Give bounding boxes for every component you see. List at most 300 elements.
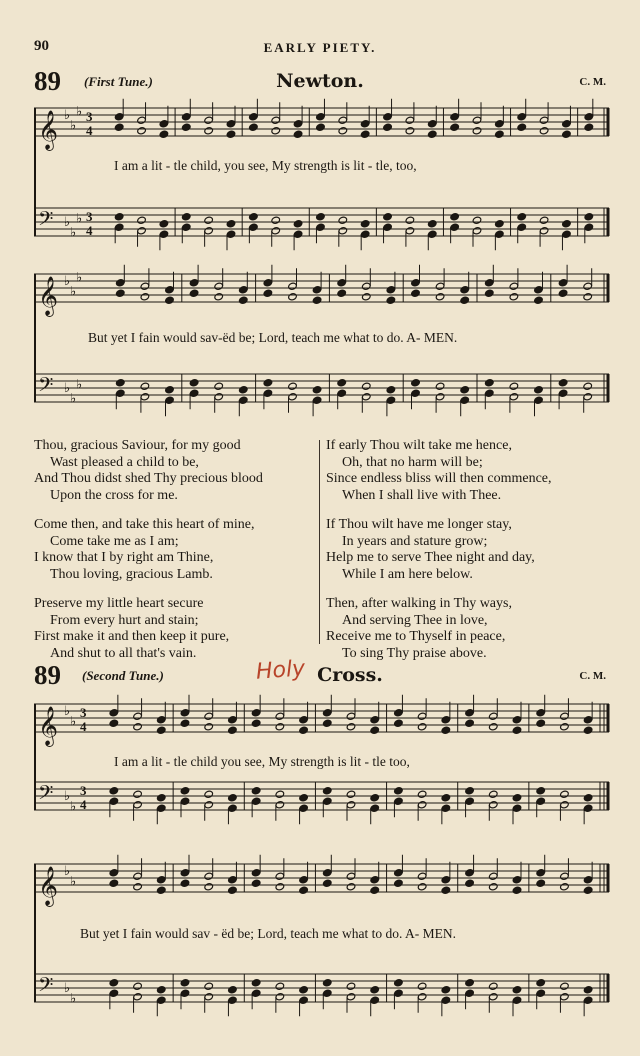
note-head	[460, 386, 470, 394]
verse-column-right	[326, 438, 606, 675]
note-head	[370, 876, 380, 884]
note-head	[181, 223, 191, 231]
note-head	[323, 787, 333, 795]
note-head	[489, 723, 499, 731]
note-head	[157, 876, 167, 884]
note-head	[228, 716, 238, 724]
flat-icon: ♭	[70, 873, 77, 889]
note-head	[299, 876, 309, 884]
score-staves	[34, 852, 610, 1032]
note-head	[346, 982, 356, 990]
flat-icon: ♭	[70, 390, 77, 406]
verse-line: Come then, and take this heart of mine,	[34, 517, 255, 532]
note-head	[435, 282, 445, 290]
note-head	[558, 289, 568, 297]
note-head	[509, 282, 519, 290]
note-head	[394, 787, 404, 795]
note-head	[249, 223, 259, 231]
note-head	[116, 389, 126, 397]
time-signature: 4	[80, 719, 87, 734]
lyric-line: I am a lit - tle child you see, My strength is lit - tle too,	[114, 754, 410, 769]
note-head	[204, 227, 214, 235]
time-signature: 3	[80, 705, 87, 720]
note-head	[441, 804, 451, 812]
note-head	[512, 716, 522, 724]
note-head	[299, 986, 309, 994]
note-head	[583, 382, 593, 390]
music-system-4	[34, 852, 610, 1032]
flat-icon: ♭	[76, 103, 83, 119]
note-head	[583, 794, 593, 802]
note-head	[293, 130, 303, 138]
tune-label: (Second Tune.)	[82, 668, 164, 683]
note-head	[226, 120, 236, 128]
note-head	[558, 389, 568, 397]
note-head	[228, 886, 238, 894]
note-head	[251, 869, 261, 877]
column-divider	[319, 440, 320, 644]
note-head	[109, 719, 119, 727]
note-head	[228, 986, 238, 994]
stanza	[326, 596, 606, 662]
stanza	[34, 438, 314, 504]
stanza	[326, 517, 606, 583]
bass-clef-icon: 𝄢	[38, 973, 54, 1001]
note-head	[394, 709, 404, 717]
note-head	[383, 223, 393, 231]
verse-line: When I shall live with Thee.	[342, 487, 502, 503]
note-head	[360, 130, 370, 138]
treble-clef-icon: 𝄞	[38, 110, 59, 150]
time-signature: 4	[86, 123, 93, 138]
note-head	[157, 986, 167, 994]
note-head	[417, 872, 427, 880]
music-system-1	[34, 96, 610, 266]
note-head	[299, 886, 309, 894]
note-head	[485, 379, 495, 387]
tune-label: (First Tune.)	[84, 74, 153, 89]
note-head	[204, 116, 214, 124]
note-head	[165, 386, 175, 394]
music-system-3	[34, 692, 610, 840]
note-head	[489, 872, 499, 880]
note-head	[323, 797, 333, 805]
note-head	[249, 113, 259, 121]
note-head	[417, 982, 427, 990]
note-head	[536, 979, 546, 987]
note-head	[140, 282, 150, 290]
note-head	[512, 804, 522, 812]
note-head	[189, 279, 199, 287]
note-head	[140, 293, 150, 301]
note-head	[472, 216, 482, 224]
tune-heading-second	[34, 656, 606, 690]
note-head	[394, 989, 404, 997]
note-head	[251, 719, 261, 727]
verse-line: I know that I by right am Thine,	[34, 550, 214, 565]
note-head	[383, 213, 393, 221]
note-head	[323, 979, 333, 987]
note-head	[465, 989, 475, 997]
note-head	[133, 801, 143, 809]
note-head	[109, 869, 119, 877]
note-head	[583, 293, 593, 301]
treble-clef-icon: 𝄞	[38, 276, 59, 316]
note-head	[584, 113, 594, 121]
note-head	[114, 113, 124, 121]
note-head	[116, 379, 126, 387]
lyric-line: I am a lit - tle child, you see, My strength is lit - tle, too,	[114, 158, 417, 173]
time-signature: 3	[80, 783, 87, 798]
verse-line: While I am here below.	[342, 566, 473, 582]
flat-icon: ♭	[76, 269, 83, 285]
note-head	[411, 389, 421, 397]
note-head	[214, 382, 224, 390]
note-head	[584, 223, 594, 231]
note-head	[338, 216, 348, 224]
note-head	[180, 869, 190, 877]
note-head	[133, 883, 143, 891]
note-head	[411, 279, 421, 287]
note-head	[204, 790, 214, 798]
note-head	[562, 220, 572, 228]
note-head	[560, 982, 570, 990]
note-head	[489, 801, 499, 809]
flat-icon: ♭	[64, 273, 71, 288]
note-head	[417, 993, 427, 1001]
note-head	[346, 993, 356, 1001]
flat-icon: ♭	[64, 980, 71, 995]
note-head	[360, 120, 370, 128]
note-head	[539, 127, 549, 135]
note-head	[293, 220, 303, 228]
note-head	[383, 113, 393, 121]
note-head	[181, 123, 191, 131]
note-head	[251, 979, 261, 987]
note-head	[346, 723, 356, 731]
note-head	[485, 389, 495, 397]
note-head	[180, 797, 190, 805]
note-head	[275, 723, 285, 731]
note-head	[427, 230, 437, 238]
note-head	[435, 393, 445, 401]
note-head	[275, 872, 285, 880]
note-head	[133, 723, 143, 731]
verse-line: Since endless bliss will then commence,	[326, 471, 552, 486]
note-head	[114, 223, 124, 231]
note-head	[116, 289, 126, 297]
note-head	[386, 396, 396, 404]
note-head	[394, 879, 404, 887]
verse-line: Thou loving, gracious Lamb.	[50, 566, 213, 582]
note-head	[109, 787, 119, 795]
note-head	[405, 227, 415, 235]
note-head	[509, 293, 519, 301]
note-head	[495, 120, 505, 128]
note-head	[180, 719, 190, 727]
note-head	[275, 712, 285, 720]
note-head	[228, 726, 238, 734]
note-head	[485, 279, 495, 287]
verse-line: Come take me as I am;	[50, 533, 179, 549]
note-head	[133, 982, 143, 990]
note-head	[109, 879, 119, 887]
note-head	[337, 389, 347, 397]
flat-icon: ♭	[76, 210, 83, 226]
note-head	[263, 389, 273, 397]
running-header	[34, 38, 606, 58]
note-head	[536, 787, 546, 795]
note-head	[489, 790, 499, 798]
note-head	[137, 127, 147, 135]
note-head	[465, 787, 475, 795]
verse-line: Thou, gracious Saviour, for my good	[34, 438, 241, 453]
note-head	[109, 797, 119, 805]
note-head	[337, 289, 347, 297]
note-head	[323, 719, 333, 727]
note-head	[204, 982, 214, 990]
note-head	[140, 382, 150, 390]
note-head	[159, 230, 169, 238]
page-number: 90	[34, 38, 49, 54]
note-head	[417, 801, 427, 809]
note-head	[263, 289, 273, 297]
note-head	[157, 996, 167, 1004]
note-head	[362, 293, 372, 301]
note-head	[536, 797, 546, 805]
flat-icon: ♭	[70, 224, 77, 240]
note-head	[465, 979, 475, 987]
note-head	[137, 227, 147, 235]
note-head	[386, 286, 396, 294]
note-head	[275, 982, 285, 990]
note-head	[370, 996, 380, 1004]
stanza	[34, 517, 314, 583]
note-head	[405, 216, 415, 224]
meter: C. M.	[579, 670, 606, 682]
verse-line: Help me to serve Thee night and day,	[326, 550, 535, 565]
note-head	[495, 230, 505, 238]
note-head	[583, 996, 593, 1004]
note-head	[536, 989, 546, 997]
verse-line: To sing Thy praise above.	[342, 645, 487, 661]
note-head	[386, 296, 396, 304]
note-head	[251, 787, 261, 795]
note-head	[204, 216, 214, 224]
note-head	[495, 220, 505, 228]
note-head	[517, 223, 527, 231]
note-head	[346, 872, 356, 880]
note-head	[394, 797, 404, 805]
tune-name: Newton.	[276, 70, 364, 92]
note-head	[204, 872, 214, 880]
note-head	[536, 719, 546, 727]
note-head	[133, 712, 143, 720]
note-head	[558, 379, 568, 387]
flat-icon: ♭	[76, 376, 83, 392]
note-head	[583, 282, 593, 290]
flat-icon: ♭	[64, 107, 71, 122]
note-head	[583, 986, 593, 994]
verse-line: In years and stature grow;	[342, 533, 488, 549]
note-head	[271, 216, 281, 224]
note-head	[312, 286, 322, 294]
note-head	[512, 726, 522, 734]
stanza	[326, 438, 606, 504]
verse-line: Preserve my little heart secure	[34, 596, 204, 611]
hymn-number: 89	[34, 66, 61, 96]
note-head	[512, 886, 522, 894]
note-head	[133, 993, 143, 1001]
note-head	[189, 389, 199, 397]
note-head	[204, 883, 214, 891]
note-head	[562, 120, 572, 128]
note-head	[427, 220, 437, 228]
note-head	[539, 216, 549, 224]
note-head	[239, 286, 249, 294]
note-head	[489, 883, 499, 891]
note-head	[465, 797, 475, 805]
note-head	[214, 393, 224, 401]
flat-icon: ♭	[64, 380, 71, 395]
note-head	[316, 123, 326, 131]
note-head	[323, 989, 333, 997]
note-head	[489, 982, 499, 990]
note-head	[228, 996, 238, 1004]
note-head	[338, 227, 348, 235]
note-head	[346, 712, 356, 720]
note-head	[370, 716, 380, 724]
note-head	[441, 996, 451, 1004]
note-head	[362, 382, 372, 390]
verse-line: Then, after walking in Thy ways,	[326, 596, 512, 611]
note-head	[293, 230, 303, 238]
note-head	[299, 794, 309, 802]
note-head	[417, 723, 427, 731]
note-head	[299, 726, 309, 734]
note-head	[435, 382, 445, 390]
note-head	[360, 220, 370, 228]
note-head	[362, 282, 372, 290]
note-head	[159, 120, 169, 128]
note-head	[251, 989, 261, 997]
note-head	[465, 869, 475, 877]
note-head	[472, 127, 482, 135]
note-head	[584, 123, 594, 131]
note-head	[288, 293, 298, 301]
verse-line: And shut to all that's vain.	[50, 645, 197, 661]
note-head	[271, 227, 281, 235]
score-staves	[34, 96, 610, 266]
note-head	[517, 113, 527, 121]
note-head	[370, 794, 380, 802]
verses	[34, 438, 610, 661]
note-head	[165, 296, 175, 304]
note-head	[204, 993, 214, 1001]
note-head	[512, 794, 522, 802]
note-head	[157, 716, 167, 724]
time-signature: 3	[86, 209, 93, 224]
note-head	[411, 379, 421, 387]
note-head	[417, 790, 427, 798]
note-head	[534, 286, 544, 294]
verse-line: If Thou wilt have me longer stay,	[326, 517, 512, 532]
note-head	[293, 120, 303, 128]
note-head	[275, 993, 285, 1001]
note-head	[133, 790, 143, 798]
note-head	[465, 719, 475, 727]
note-head	[417, 712, 427, 720]
note-head	[441, 876, 451, 884]
note-head	[288, 393, 298, 401]
note-head	[288, 282, 298, 290]
note-head	[346, 790, 356, 798]
verse-line: Upon the cross for me.	[50, 487, 178, 503]
note-head	[299, 804, 309, 812]
note-head	[181, 213, 191, 221]
note-head	[109, 709, 119, 717]
note-head	[157, 794, 167, 802]
note-head	[386, 386, 396, 394]
note-head	[346, 883, 356, 891]
hymn-number: 89	[34, 660, 61, 690]
verse-line: Wast pleased a child to be,	[50, 454, 199, 470]
note-head	[159, 220, 169, 228]
note-head	[584, 213, 594, 221]
note-head	[228, 794, 238, 802]
note-head	[140, 393, 150, 401]
note-head	[165, 396, 175, 404]
note-head	[435, 293, 445, 301]
note-head	[536, 879, 546, 887]
note-head	[180, 879, 190, 887]
running-title: EARLY PIETY.	[263, 40, 377, 55]
note-head	[460, 296, 470, 304]
note-head	[114, 213, 124, 221]
lyric-line: But yet I fain would sav - ëd be; Lord, teach me what to do. A- MEN.	[80, 926, 457, 941]
note-head	[157, 886, 167, 894]
note-head	[180, 989, 190, 997]
note-head	[180, 787, 190, 795]
note-head	[226, 130, 236, 138]
note-head	[562, 230, 572, 238]
note-head	[583, 876, 593, 884]
note-head	[394, 719, 404, 727]
note-head	[450, 113, 460, 121]
note-head	[465, 879, 475, 887]
note-head	[583, 726, 593, 734]
verse-line: First make it and then keep it pure,	[34, 629, 230, 644]
note-head	[299, 996, 309, 1004]
note-head	[204, 801, 214, 809]
note-head	[370, 886, 380, 894]
note-head	[539, 227, 549, 235]
note-head	[337, 279, 347, 287]
note-head	[239, 296, 249, 304]
note-head	[450, 213, 460, 221]
note-head	[239, 386, 249, 394]
note-head	[536, 709, 546, 717]
note-head	[228, 876, 238, 884]
note-head	[460, 396, 470, 404]
note-head	[485, 289, 495, 297]
bass-clef-icon: 𝄢	[38, 373, 54, 401]
note-head	[417, 883, 427, 891]
note-head	[275, 883, 285, 891]
note-head	[534, 386, 544, 394]
note-head	[338, 127, 348, 135]
note-head	[249, 123, 259, 131]
